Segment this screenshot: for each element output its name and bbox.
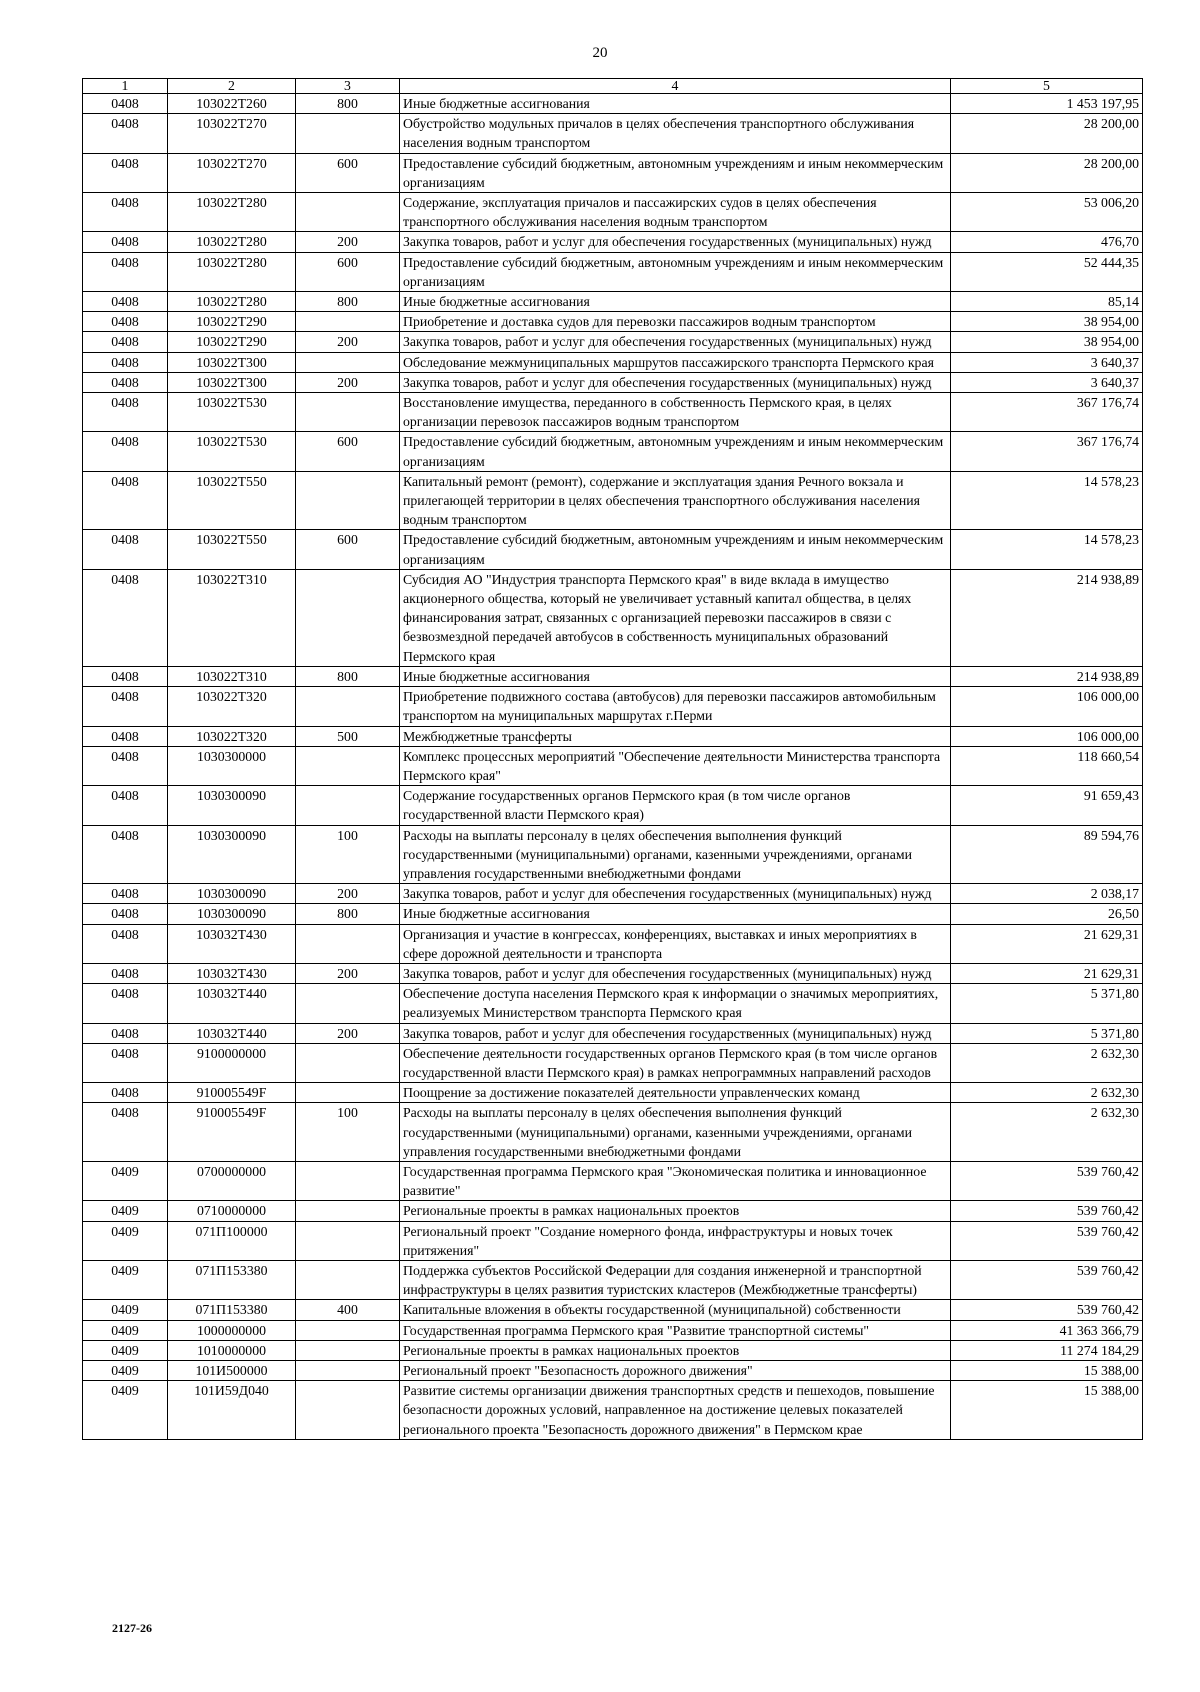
description-cell: Обеспечение деятельности государственных органов Пермского края (в том числе органов государственной власти Пермского края) в рамках непрограммных направлений расходов — [400, 1043, 951, 1082]
table-row — [83, 1043, 1143, 1082]
section-code-cell: 0408 — [83, 746, 168, 785]
description-cell: Поддержка субъектов Российской Федерации для создания инженерной и транспортной инфраструктуры в целях развития туристских кластеров (Межбюджетные трансферты) — [400, 1260, 951, 1299]
target-article-cell: 1030300090 — [168, 884, 296, 904]
section-code-cell: 0409 — [83, 1221, 168, 1260]
section-code-cell: 0408 — [83, 984, 168, 1023]
description-cell: Иные бюджетные ассигнования — [400, 292, 951, 312]
target-article-cell: 103022Т280 — [168, 252, 296, 291]
description-cell: Предоставление субсидий бюджетным, автономным учреждениям и иным некоммерческим организациям — [400, 252, 951, 291]
document-code: 2127-26 — [112, 1621, 152, 1635]
description-cell: Межбюджетные трансферты — [400, 726, 951, 746]
expense-type-cell — [296, 1083, 400, 1103]
amount-cell: 38 954,00 — [951, 332, 1143, 352]
section-code-cell: 0408 — [83, 726, 168, 746]
table-row — [83, 232, 1143, 252]
amount-cell: 28 200,00 — [951, 153, 1143, 192]
target-article-cell: 103022Т260 — [168, 94, 296, 114]
amount-cell: 5 371,80 — [951, 984, 1143, 1023]
table-row — [83, 904, 1143, 924]
description-cell: Государственная программа Пермского края "Развитие транспортной системы" — [400, 1320, 951, 1340]
table-row — [83, 569, 1143, 666]
expense-type-cell — [296, 569, 400, 666]
section-code-cell: 0408 — [83, 904, 168, 924]
expense-type-cell: 200 — [296, 1023, 400, 1043]
section-code-cell: 0408 — [83, 94, 168, 114]
expense-type-cell: 800 — [296, 666, 400, 686]
expense-type-cell — [296, 114, 400, 153]
target-article-cell: 103032Т440 — [168, 984, 296, 1023]
section-code-cell: 0408 — [83, 666, 168, 686]
expense-type-cell: 800 — [296, 292, 400, 312]
table-row — [83, 432, 1143, 471]
amount-cell: 2 632,30 — [951, 1103, 1143, 1162]
target-article-cell: 103022Т530 — [168, 393, 296, 432]
amount-cell: 539 760,42 — [951, 1161, 1143, 1200]
table-row — [83, 252, 1143, 291]
expense-type-cell — [296, 312, 400, 332]
expense-type-cell — [296, 1221, 400, 1260]
amount-cell: 91 659,43 — [951, 786, 1143, 825]
target-article-cell: 103022Т280 — [168, 193, 296, 232]
expense-type-cell: 800 — [296, 94, 400, 114]
amount-cell: 85,14 — [951, 292, 1143, 312]
expense-type-cell: 600 — [296, 530, 400, 569]
section-code-cell: 0408 — [83, 924, 168, 963]
description-cell: Региональные проекты в рамках национальных проектов — [400, 1340, 951, 1360]
section-code-cell: 0408 — [83, 252, 168, 291]
target-article-cell: 1000000000 — [168, 1320, 296, 1340]
description-cell: Капитальный ремонт (ремонт), содержание и эксплуатация здания Речного вокзала и прилегающей территории в целях обеспечения транспортного обслуживания населения водным транспортом — [400, 471, 951, 530]
description-cell: Государственная программа Пермского края "Экономическая политика и инновационное развитие" — [400, 1161, 951, 1200]
description-cell: Региональный проект "Создание номерного фонда, инфраструктуры и новых точек притяжения" — [400, 1221, 951, 1260]
table-body — [83, 94, 1143, 1440]
amount-cell: 367 176,74 — [951, 432, 1143, 471]
description-cell: Закупка товаров, работ и услуг для обеспечения государственных (муниципальных) нужд — [400, 372, 951, 392]
table-row — [83, 1161, 1143, 1200]
table-row — [83, 352, 1143, 372]
table-row — [83, 884, 1143, 904]
section-code-cell: 0408 — [83, 352, 168, 372]
description-cell: Расходы на выплаты персоналу в целях обеспечения выполнения функций государственными (муниципальными) органами, казенными учреждениями, органами управления государственными внебюджетными фондами — [400, 825, 951, 884]
table-row — [83, 726, 1143, 746]
amount-cell: 476,70 — [951, 232, 1143, 252]
amount-cell: 214 938,89 — [951, 666, 1143, 686]
table-row — [83, 825, 1143, 884]
expense-type-cell — [296, 471, 400, 530]
section-code-cell: 0408 — [83, 393, 168, 432]
table-row — [83, 193, 1143, 232]
amount-cell: 106 000,00 — [951, 687, 1143, 726]
amount-cell: 3 640,37 — [951, 352, 1143, 372]
expense-type-cell: 600 — [296, 153, 400, 192]
section-code-cell: 0408 — [83, 432, 168, 471]
description-cell: Развитие системы организации движения транспортных средств и пешеходов, повышение безопасности дорожных условий, направленное на достижение целевых показателей регионального проекта "Безопасность дорожного движения" в Пермском крае — [400, 1381, 951, 1440]
expense-type-cell: 200 — [296, 372, 400, 392]
description-cell: Приобретение и доставка судов для перевозки пассажиров водным транспортом — [400, 312, 951, 332]
section-code-cell: 0408 — [83, 1023, 168, 1043]
expense-type-cell — [296, 352, 400, 372]
header-col-4: 4 — [400, 79, 951, 94]
target-article-cell: 103022Т320 — [168, 687, 296, 726]
target-article-cell: 103022Т310 — [168, 666, 296, 686]
description-cell: Региональные проекты в рамках национальных проектов — [400, 1201, 951, 1221]
expense-type-cell — [296, 1260, 400, 1299]
table-row — [83, 372, 1143, 392]
table-row — [83, 963, 1143, 983]
target-article-cell: 0710000000 — [168, 1201, 296, 1221]
expense-type-cell — [296, 393, 400, 432]
description-cell: Субсидия АО "Индустрия транспорта Пермского края" в виде вклада в имущество акционерного общества, который не увеличивает уставный капитал общества, в целях финансирования затрат, связанных с организацией перевозки пассажиров в связи с безвозмездной передачей автобусов в собственность муниципальных образований Пермского края — [400, 569, 951, 666]
section-code-cell: 0408 — [83, 232, 168, 252]
expense-type-cell — [296, 1361, 400, 1381]
table-row — [83, 1340, 1143, 1360]
table-row — [83, 1023, 1143, 1043]
section-code-cell: 0408 — [83, 312, 168, 332]
description-cell: Закупка товаров, работ и услуг для обеспечения государственных (муниципальных) нужд — [400, 232, 951, 252]
amount-cell: 2 632,30 — [951, 1043, 1143, 1082]
section-code-cell: 0409 — [83, 1381, 168, 1440]
table-row — [83, 1320, 1143, 1340]
target-article-cell: 103022Т290 — [168, 312, 296, 332]
amount-cell: 2 632,30 — [951, 1083, 1143, 1103]
expense-type-cell: 200 — [296, 963, 400, 983]
target-article-cell: 1030300090 — [168, 904, 296, 924]
amount-cell: 539 760,42 — [951, 1300, 1143, 1320]
amount-cell: 1 453 197,95 — [951, 94, 1143, 114]
expense-type-cell: 200 — [296, 884, 400, 904]
table-row — [83, 332, 1143, 352]
amount-cell: 15 388,00 — [951, 1361, 1143, 1381]
expense-type-cell — [296, 786, 400, 825]
table-row — [83, 94, 1143, 114]
description-cell: Организация и участие в конгрессах, конференциях, выставках и иных мероприятиях в сфере дорожной деятельности и транспорта — [400, 924, 951, 963]
description-cell: Обеспечение доступа населения Пермского края к информации о значимых мероприятиях, реализуемых Министерством транспорта Пермского края — [400, 984, 951, 1023]
description-cell: Иные бюджетные ассигнования — [400, 904, 951, 924]
section-code-cell: 0409 — [83, 1260, 168, 1299]
target-article-cell: 1010000000 — [168, 1340, 296, 1360]
description-cell: Предоставление субсидий бюджетным, автономным учреждениям и иным некоммерческим организациям — [400, 530, 951, 569]
description-cell: Региональный проект "Безопасность дорожного движения" — [400, 1361, 951, 1381]
expense-type-cell: 400 — [296, 1300, 400, 1320]
table-row — [83, 786, 1143, 825]
target-article-cell: 103022Т550 — [168, 530, 296, 569]
expense-type-cell — [296, 746, 400, 785]
target-article-cell: 103022Т280 — [168, 292, 296, 312]
description-cell: Обследование межмуниципальных маршрутов пассажирского транспорта Пермского края — [400, 352, 951, 372]
target-article-cell: 103022Т300 — [168, 352, 296, 372]
table-row — [83, 1361, 1143, 1381]
target-article-cell: 910005549F — [168, 1083, 296, 1103]
section-code-cell: 0408 — [83, 825, 168, 884]
expense-type-cell: 600 — [296, 252, 400, 291]
description-cell: Предоставление субсидий бюджетным, автономным учреждениям и иным некоммерческим организациям — [400, 432, 951, 471]
amount-cell: 53 006,20 — [951, 193, 1143, 232]
amount-cell: 89 594,76 — [951, 825, 1143, 884]
section-code-cell: 0408 — [83, 193, 168, 232]
amount-cell: 214 938,89 — [951, 569, 1143, 666]
amount-cell: 14 578,23 — [951, 530, 1143, 569]
amount-cell: 106 000,00 — [951, 726, 1143, 746]
description-cell: Обустройство модульных причалов в целях обеспечения транспортного обслуживания населения водным транспортом — [400, 114, 951, 153]
section-code-cell: 0409 — [83, 1361, 168, 1381]
section-code-cell: 0408 — [83, 1103, 168, 1162]
target-article-cell: 1030300000 — [168, 746, 296, 785]
page-number: 20 — [592, 45, 608, 61]
target-article-cell: 103022Т550 — [168, 471, 296, 530]
target-article-cell: 103022Т290 — [168, 332, 296, 352]
section-code-cell: 0409 — [83, 1300, 168, 1320]
header-col-5: 5 — [951, 79, 1143, 94]
section-code-cell: 0408 — [83, 530, 168, 569]
expense-type-cell: 100 — [296, 1103, 400, 1162]
section-code-cell: 0409 — [83, 1201, 168, 1221]
table-row — [83, 530, 1143, 569]
expense-type-cell — [296, 1043, 400, 1082]
description-cell: Приобретение подвижного состава (автобусов) для перевозки пассажиров автомобильным транспортом на муниципальных маршрутах г.Перми — [400, 687, 951, 726]
table-row — [83, 471, 1143, 530]
section-code-cell: 0408 — [83, 786, 168, 825]
header-col-2: 2 — [168, 79, 296, 94]
table-row — [83, 924, 1143, 963]
table-row — [83, 1083, 1143, 1103]
expense-type-cell — [296, 1201, 400, 1221]
expense-type-cell — [296, 1320, 400, 1340]
target-article-cell: 9100000000 — [168, 1043, 296, 1082]
section-code-cell: 0409 — [83, 1340, 168, 1360]
expense-type-cell — [296, 984, 400, 1023]
table-row — [83, 114, 1143, 153]
amount-cell: 28 200,00 — [951, 114, 1143, 153]
section-code-cell: 0408 — [83, 114, 168, 153]
expense-type-cell — [296, 193, 400, 232]
target-article-cell: 103032Т440 — [168, 1023, 296, 1043]
section-code-cell: 0408 — [83, 153, 168, 192]
header-col-3: 3 — [296, 79, 400, 94]
target-article-cell: 103022Т270 — [168, 153, 296, 192]
table-row — [83, 1260, 1143, 1299]
expense-type-cell — [296, 1381, 400, 1440]
description-cell: Закупка товаров, работ и услуг для обеспечения государственных (муниципальных) нужд — [400, 1023, 951, 1043]
amount-cell: 41 363 366,79 — [951, 1320, 1143, 1340]
target-article-cell: 101И500000 — [168, 1361, 296, 1381]
target-article-cell: 101И59Д040 — [168, 1381, 296, 1440]
section-code-cell: 0408 — [83, 1083, 168, 1103]
expense-type-cell: 500 — [296, 726, 400, 746]
header-col-1: 1 — [83, 79, 168, 94]
section-code-cell: 0409 — [83, 1320, 168, 1340]
description-cell: Расходы на выплаты персоналу в целях обеспечения выполнения функций государственными (муниципальными) органами, казенными учреждениями, органами управления государственными внебюджетными фондами — [400, 1103, 951, 1162]
expense-type-cell — [296, 687, 400, 726]
expense-type-cell: 200 — [296, 232, 400, 252]
table-row — [83, 984, 1143, 1023]
target-article-cell: 103032Т430 — [168, 963, 296, 983]
expense-type-cell: 800 — [296, 904, 400, 924]
target-article-cell: 103032Т430 — [168, 924, 296, 963]
section-code-cell: 0408 — [83, 963, 168, 983]
description-cell: Закупка товаров, работ и услуг для обеспечения государственных (муниципальных) нужд — [400, 332, 951, 352]
target-article-cell: 0700000000 — [168, 1161, 296, 1200]
description-cell: Содержание государственных органов Пермского края (в том числе органов государственной власти Пермского края) — [400, 786, 951, 825]
amount-cell: 367 176,74 — [951, 393, 1143, 432]
target-article-cell: 910005549F — [168, 1103, 296, 1162]
target-article-cell: 103022Т300 — [168, 372, 296, 392]
amount-cell: 539 760,42 — [951, 1221, 1143, 1260]
amount-cell: 26,50 — [951, 904, 1143, 924]
expense-type-cell — [296, 1340, 400, 1360]
amount-cell: 21 629,31 — [951, 924, 1143, 963]
table-row — [83, 1300, 1143, 1320]
table-row — [83, 312, 1143, 332]
table-row — [83, 1201, 1143, 1221]
section-code-cell: 0408 — [83, 687, 168, 726]
table-row — [83, 1381, 1143, 1440]
section-code-cell: 0408 — [83, 292, 168, 312]
amount-cell: 2 038,17 — [951, 884, 1143, 904]
target-article-cell: 103022Т270 — [168, 114, 296, 153]
amount-cell: 14 578,23 — [951, 471, 1143, 530]
table-row — [83, 393, 1143, 432]
expense-type-cell — [296, 924, 400, 963]
expense-type-cell: 100 — [296, 825, 400, 884]
description-cell: Закупка товаров, работ и услуг для обеспечения государственных (муниципальных) нужд — [400, 884, 951, 904]
target-article-cell: 103022Т530 — [168, 432, 296, 471]
target-article-cell: 103022Т320 — [168, 726, 296, 746]
amount-cell: 38 954,00 — [951, 312, 1143, 332]
target-article-cell: 071П100000 — [168, 1221, 296, 1260]
target-article-cell: 103022Т280 — [168, 232, 296, 252]
amount-cell: 15 388,00 — [951, 1381, 1143, 1440]
amount-cell: 5 371,80 — [951, 1023, 1143, 1043]
table-row — [83, 1103, 1143, 1162]
description-cell: Предоставление субсидий бюджетным, автономным учреждениям и иным некоммерческим организациям — [400, 153, 951, 192]
description-cell: Содержание, эксплуатация причалов и пассажирских судов в целях обеспечения транспортного обслуживания населения водным транспортом — [400, 193, 951, 232]
amount-cell: 118 660,54 — [951, 746, 1143, 785]
budget-table-wrapper — [82, 78, 1142, 1440]
section-code-cell: 0408 — [83, 471, 168, 530]
section-code-cell: 0408 — [83, 569, 168, 666]
table-row — [83, 1221, 1143, 1260]
target-article-cell: 071П153380 — [168, 1260, 296, 1299]
table-row — [83, 687, 1143, 726]
section-code-cell: 0409 — [83, 1161, 168, 1200]
description-cell: Комплекс процессных мероприятий "Обеспечение деятельности Министерства транспорта Пермского края" — [400, 746, 951, 785]
target-article-cell: 071П153380 — [168, 1300, 296, 1320]
description-cell: Иные бюджетные ассигнования — [400, 94, 951, 114]
amount-cell: 11 274 184,29 — [951, 1340, 1143, 1360]
section-code-cell: 0408 — [83, 1043, 168, 1082]
description-cell: Закупка товаров, работ и услуг для обеспечения государственных (муниципальных) нужд — [400, 963, 951, 983]
amount-cell: 539 760,42 — [951, 1260, 1143, 1299]
table-row — [83, 153, 1143, 192]
amount-cell: 539 760,42 — [951, 1201, 1143, 1221]
expense-type-cell: 600 — [296, 432, 400, 471]
description-cell: Поощрение за достижение показателей деятельности управленческих команд — [400, 1083, 951, 1103]
target-article-cell: 103022Т310 — [168, 569, 296, 666]
description-cell: Капитальные вложения в объекты государственной (муниципальной) собственности — [400, 1300, 951, 1320]
table-row — [83, 666, 1143, 686]
section-code-cell: 0408 — [83, 332, 168, 352]
description-cell: Иные бюджетные ассигнования — [400, 666, 951, 686]
amount-cell: 52 444,35 — [951, 252, 1143, 291]
section-code-cell: 0408 — [83, 372, 168, 392]
section-code-cell: 0408 — [83, 884, 168, 904]
amount-cell: 21 629,31 — [951, 963, 1143, 983]
table-row — [83, 292, 1143, 312]
expense-type-cell: 200 — [296, 332, 400, 352]
budget-table — [82, 78, 1143, 1440]
table-row — [83, 746, 1143, 785]
header-row — [83, 79, 1143, 94]
target-article-cell: 1030300090 — [168, 786, 296, 825]
description-cell: Восстановление имущества, переданного в собственность Пермского края, в целях организации перевозок пассажиров водным транспортом — [400, 393, 951, 432]
expense-type-cell — [296, 1161, 400, 1200]
target-article-cell: 1030300090 — [168, 825, 296, 884]
amount-cell: 3 640,37 — [951, 372, 1143, 392]
